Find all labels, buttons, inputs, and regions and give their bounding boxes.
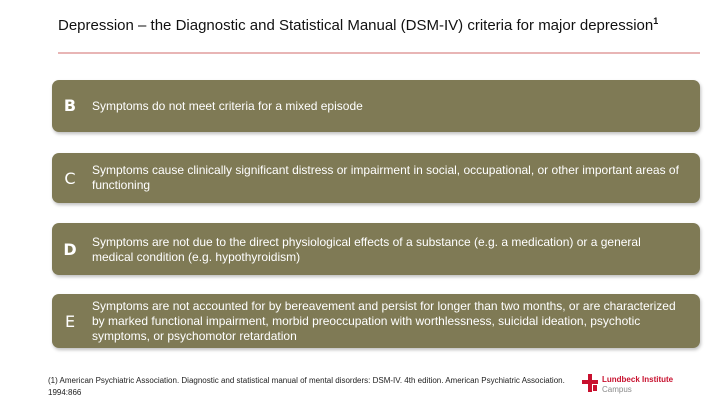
logo-name: Lundbeck Institute — [602, 375, 674, 384]
criterion-card-c — [52, 153, 700, 203]
title-text: Depression – the Diagnostic and Statistical Manual (DSM-IV) criteria for major depression — [58, 17, 654, 34]
criterion-card-d — [52, 223, 700, 275]
criterion-text: Symptoms are not due to the direct physiological effects of a substance (e.g. a medication) or a general medical condition (e.g. hypothyroidism) — [92, 235, 641, 264]
criterion-card-e — [52, 294, 700, 348]
criterion-letter: B — [63, 96, 77, 115]
criterion-text: Symptoms cause clinically significant distress or impairment in social, occupational, or other important areas of functioning — [92, 163, 679, 192]
lundbeck-logo — [582, 374, 702, 398]
criterion-letter: D — [63, 240, 77, 259]
criterion-letter: C — [64, 169, 76, 188]
criterion-letter: E — [64, 312, 76, 331]
criterion-text: Symptoms are not accounted for by bereavement and persist for longer than two months, or are characterized by marked functional impairment, morbid preoccupation with worthlessness, suicidal ideation, psychotic symptoms, or psychomotor retardation — [92, 299, 676, 343]
title-divider — [58, 52, 700, 54]
criterion-text: Symptoms do not meet criteria for a mixed episode — [92, 99, 363, 113]
title-reference: 1 — [653, 16, 659, 26]
logo-subtitle: Campus — [602, 385, 632, 394]
criterion-card-b — [52, 80, 700, 132]
reference-footnote: (1) American Psychiatric Association. Diagnostic and statistical manual of mental disorders: DSM-IV. 4th edition. American Psychiatric Association. 1994:866 — [48, 376, 565, 397]
logo-mark-icon — [582, 374, 598, 392]
slide-title — [58, 12, 678, 35]
